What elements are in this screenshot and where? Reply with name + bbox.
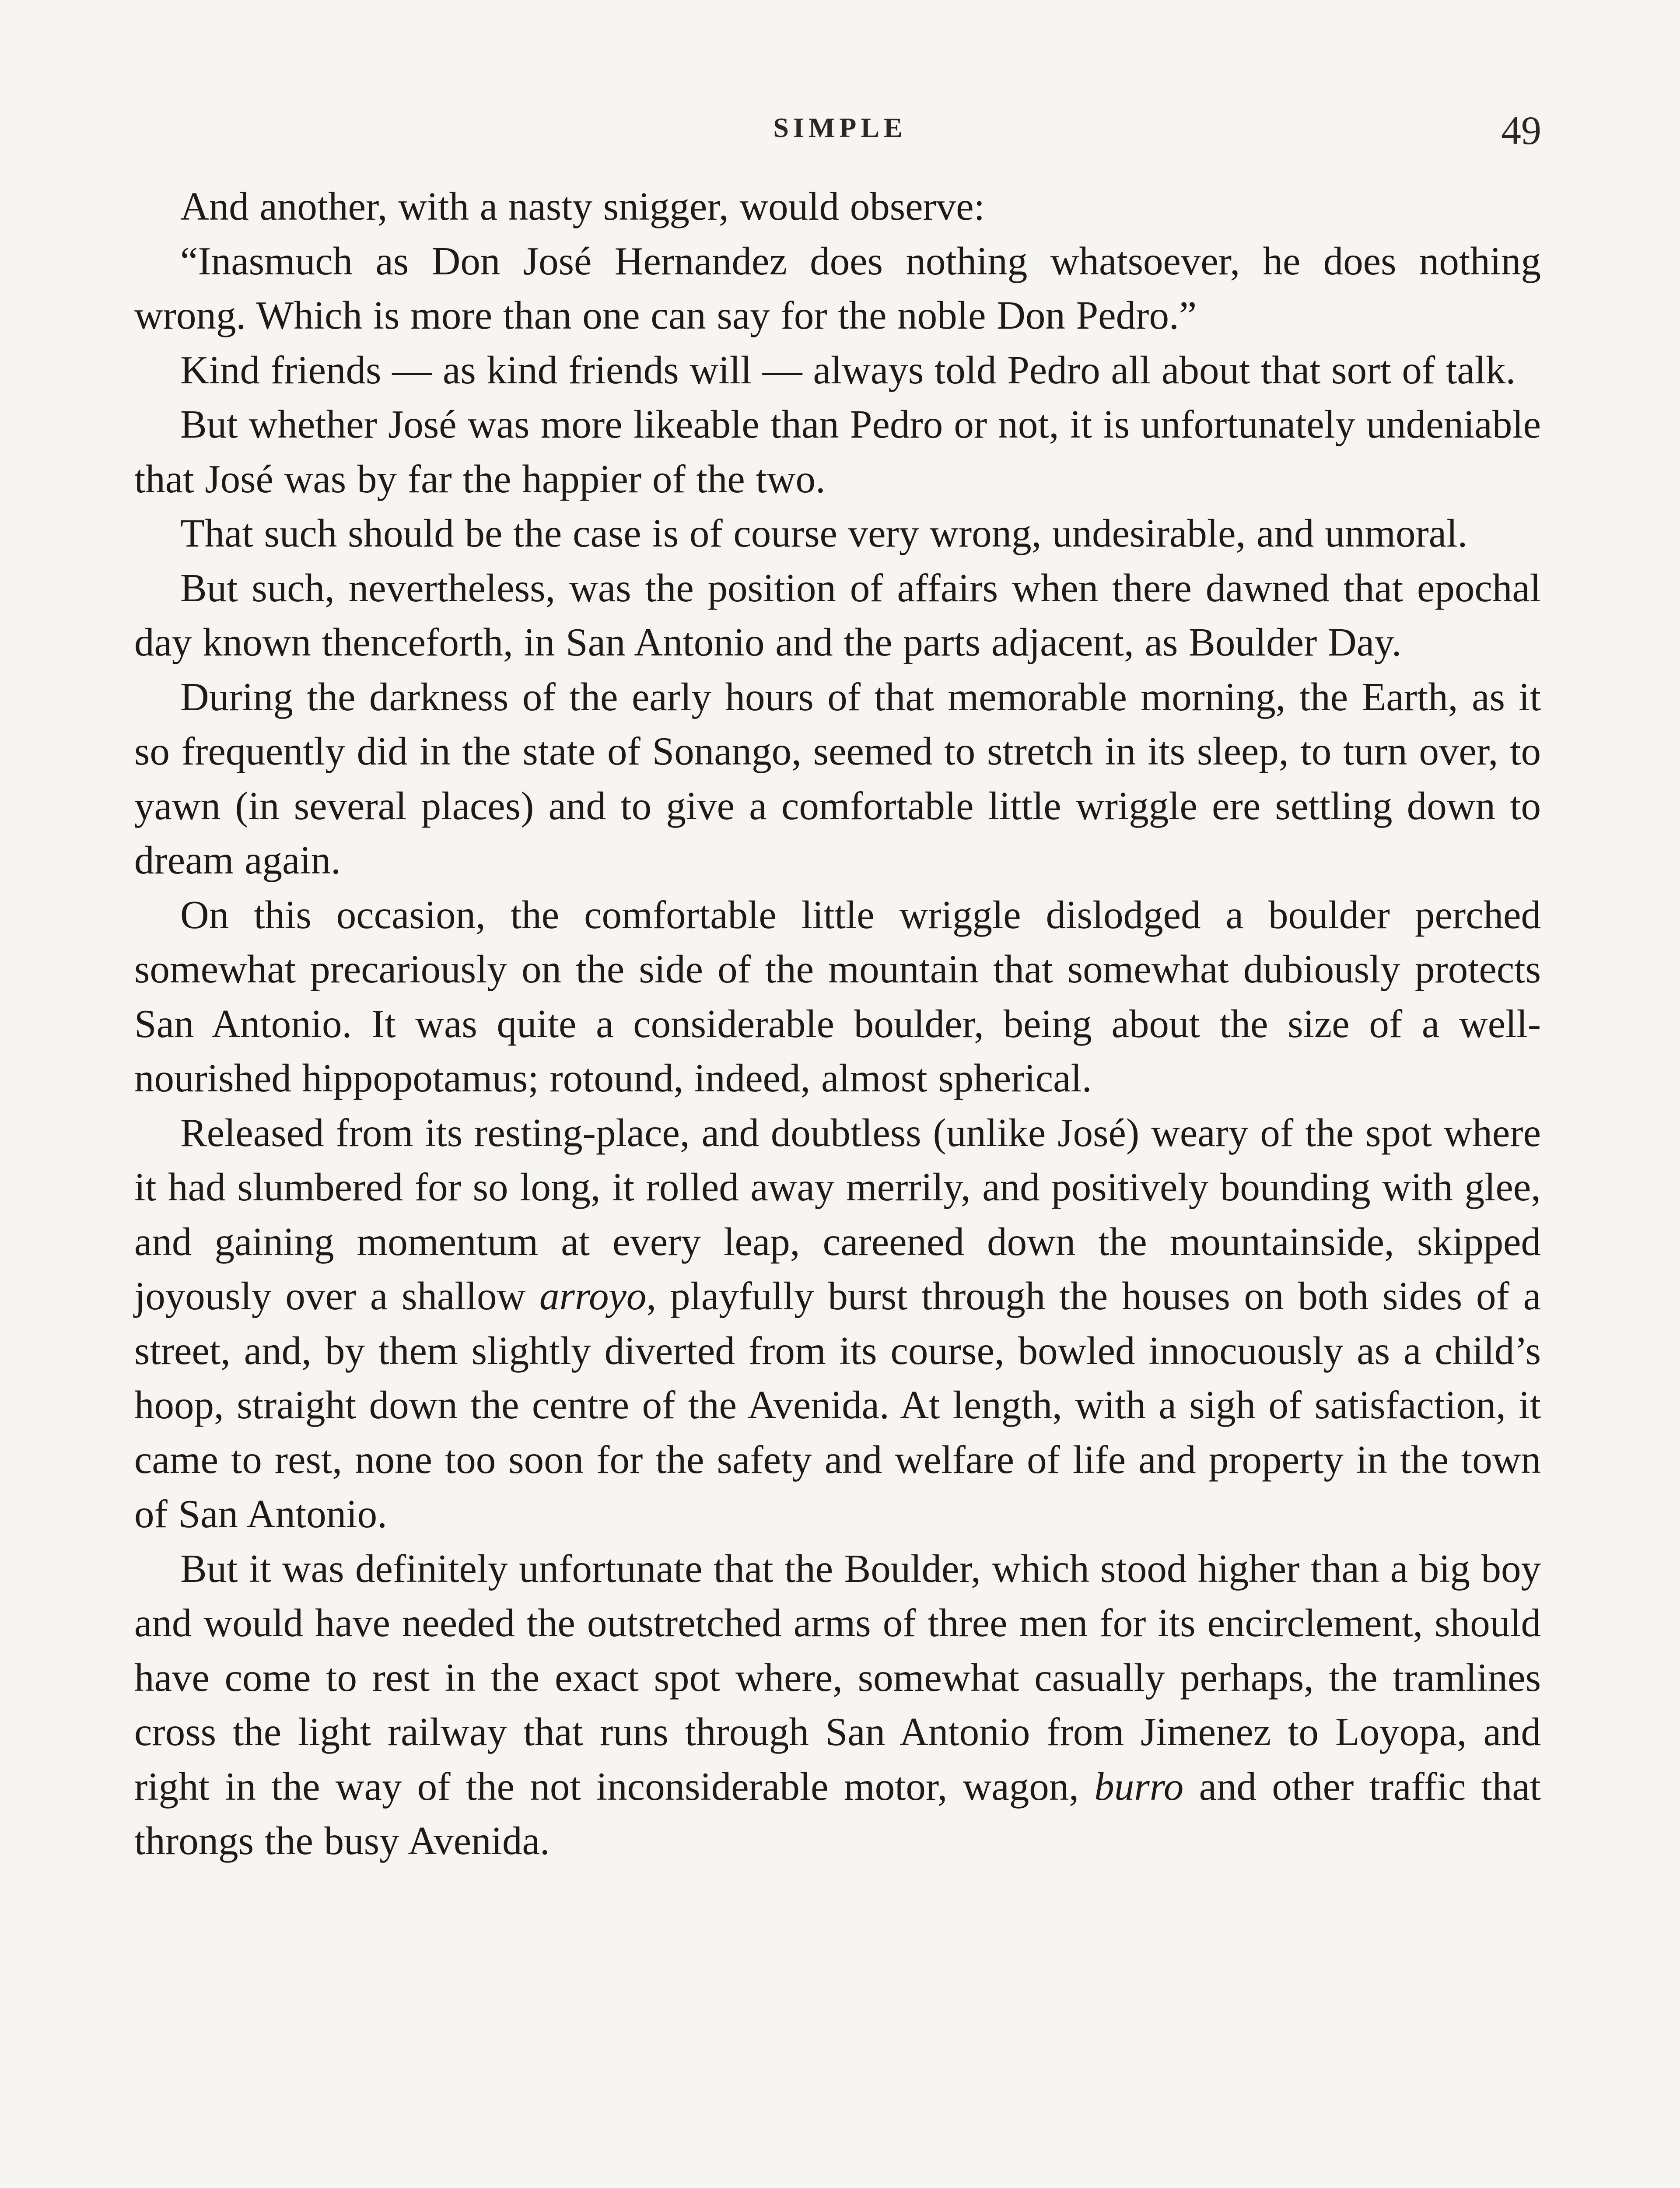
paragraph-9-text-end: , playfully burst through the houses on both sides of a street, and, by them slightly diverted from its course, bowled innocuously as a child’s hoop, straight down the centre of the Avenida. At length, with a sigh of satisfaction, it came to rest, none too soon for the safety and welfare of life and property in the town of San Antonio. xyxy=(134,1274,1541,1536)
paragraph-5: That such should be the case is of course very wrong, undesirable, and unmoral. xyxy=(180,511,1468,555)
paragraph-10-text-start: But it was definitely unfortunate that the Boulder, which stood higher than a big boy and would have needed the outstretched arms of three men for its encirclement, should have come to rest in the exact spot where, somewhat casually perhaps, the tramlines cross the light railway that runs through San Antonio from Jimenez to Loyopa, and right in the way of the not inconsiderable motor, wagon, xyxy=(134,1546,1541,1809)
paragraph-8: On this occasion, the comfortable little wriggle dislodged a boulder perched somewhat precariously on the side of the mountain that somewhat dubiously protects San Antonio. It was quite a considerable boulder, being about the size of a well-nourished hippopotamus; rotound, indeed, almost spherical. xyxy=(134,892,1541,1100)
italic-word-arroyo: arroyo xyxy=(539,1274,647,1318)
italic-word-burro: burro xyxy=(1094,1764,1184,1809)
paragraph-4: But whether José was more likeable than Pedro or not, it is unfortunately undeniable that José was by far the happier of the two. xyxy=(134,402,1541,501)
page-number: 49 xyxy=(1501,108,1541,153)
paragraph-9 xyxy=(134,1106,1541,1542)
paragraph-1: And another, with a nasty snigger, would observe: xyxy=(180,184,985,228)
paragraph-7: During the darkness of the early hours of that memorable morning, the Earth, as it so frequently did in the state of Sonango, seemed to stretch in its sleep, to turn over, to yawn (in several places) and to give a comfortable little wriggle ere settling down to dream again. xyxy=(134,674,1541,882)
paragraph-10 xyxy=(134,1542,1541,1869)
paragraph-2: “Inasmuch as Don José Hernandez does nothing whatsoever, he does nothing wrong. Which is more than one can say for the noble Don Pedro.” xyxy=(134,238,1541,337)
paragraph-3: Kind friends — as kind friends will — always told Pedro all about that sort of talk. xyxy=(180,347,1516,392)
body-text xyxy=(134,179,1541,1869)
paragraph-10-text-end: and other traffic that throngs the busy Avenida. xyxy=(134,1764,1541,1863)
paragraph-9-text-start: Released from its resting-place, and doubtless (unlike José) weary of the spot where it had slumbered for so long, it rolled away merrily, and positively bounding with glee, and gaining momentum at every leap, careened down the mountainside, skipped joyously over a shallow xyxy=(134,1110,1541,1318)
running-title: SIMPLE xyxy=(773,112,907,143)
paragraph-6: But such, nevertheless, was the position of affairs when there dawned that epochal day known thenceforth, in San Antonio and the parts adjacent, as Boulder Day. xyxy=(134,565,1541,664)
